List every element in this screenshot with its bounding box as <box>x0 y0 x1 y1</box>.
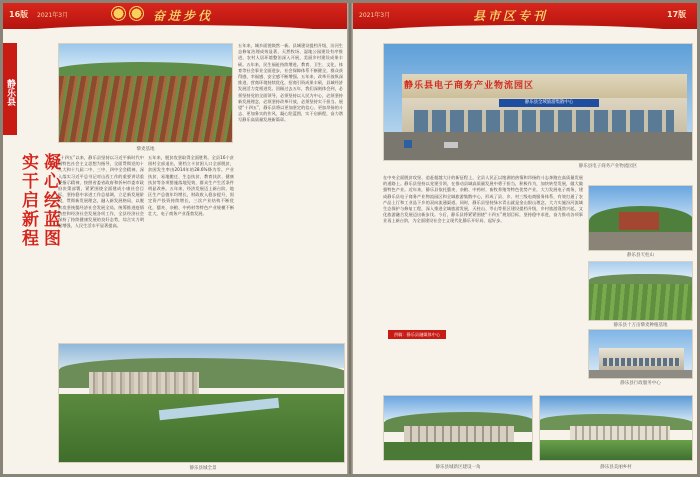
national-emblem-icon <box>129 6 144 21</box>
park-sign: 静乐县电子商务产业物流园区 <box>404 81 535 91</box>
county-panorama-photo <box>58 343 345 463</box>
headline <box>17 153 61 248</box>
beautiful-village-photo <box>539 395 693 461</box>
photo-caption-2: 静乐县十万亩藜麦种植基地 <box>613 323 668 328</box>
article-body: 在中央全面脱贫攻坚、追赶超越大计的新征程上，全县人民正以饱满的热情和昂扬的斗志奔跑在高质量发展的道路上。静乐县坚持以党建引领，在推动县域高质量发展中勇于担当，积极作为，加快转型发展，做大做强特色产业。近年来，静乐县依托藜麦、杂粮、中药材、畜牧养殖等特色优势产业，大力发展电子商务，建成静乐县电子商务产业物流园区和全域旅游集散中心，形成了县、乡、村三级电商服务体系，有效打通了农产品上行和工业品下乡的双向流通渠道。同时，静乐县坚持绿水青山就是金山银山理念，大力实施汾河流域生态保护与修复工程，深入推进全域旅游发展，天柱山、岑山等景区建设提档升级，乡村旅游蓬勃兴起，文化旅游融合发展迈出新步伐。今后，静乐县将紧紧围绕“十四五”规划目标，坚持稳中求进，奋力推动各项事业再上新台阶，为全面建设社会主义现代化静乐开好局、起好步。 <box>383 175 583 224</box>
county-tab: 静乐县 <box>3 43 17 135</box>
photo-caption-3: 静乐县行政服务中心 <box>620 381 661 386</box>
banner-title: 县市区专刊 <box>473 9 549 23</box>
tianzhu-mountain-photo <box>588 185 693 251</box>
photo-caption-5: 静乐县美丽乡村 <box>600 465 632 470</box>
article-column-1: “十四五”以来，静乐县坚持以习近平新时代中国特色社会主义思想为指导，全面贯彻党的十九大和十九届二中、三中、四中全会精神，深入落实习近平总书记对山西工作的重要讲话重要指示精神，按照省委省政府和忻州市委市政府决策部署，紧紧围绕全面建成小康社会目标，坚持稳中求进工作总基调，立足新发展阶段，贯彻新发展理念，融入新发展格局，以脱贫攻坚统揽经济社会发展全局，统筹推进疫情防控和经济社会发展各项工作，全县经济社会保持了持续健康发展的良好态势，综合实力明显增强，人民生活水平显著提高。 <box>58 155 144 229</box>
new-district-photo <box>383 395 533 461</box>
issue-date: 2021年3月 <box>37 12 69 19</box>
right-page <box>353 3 697 474</box>
headline-line-1: 凝心绘蓝图 <box>40 153 60 248</box>
left-page-banner <box>3 3 347 29</box>
left-page <box>3 3 347 474</box>
photo-caption-1: 静乐县天柱山 <box>627 253 654 258</box>
hero-caption: 静乐县电子商务产业物流园区 <box>578 164 638 169</box>
ecommerce-park-photo <box>383 43 693 161</box>
page-number: 17版 <box>667 10 687 19</box>
right-page-banner <box>353 3 697 29</box>
quinoa-base-photo <box>588 261 693 321</box>
page-number: 16版 <box>9 10 29 19</box>
article-column-2: 五年来，脱贫攻坚取得全面胜利。全县16个贫困村全部退出，建档立卡贫困人口全部脱贫，贫困发生率由2014年的28.6%降为零。产业扶贫、易地搬迁、生态扶贫、教育扶贫、健康扶贫等各项措施落地见效，群众生产生活条件明显改善。五年来，经济发展迈上新台阶，地区生产总值年均增长，财政收入稳步提升，固定资产投资持续增长，三次产业结构不断优化，藜麦、杂粮、中药材等特色产业规模不断壮大，电子商务产业蓬勃发展。 <box>148 155 234 216</box>
top-photo-caption: 藜麦基地 <box>136 147 155 152</box>
service-center-photo <box>588 329 693 379</box>
source-plaque: 供稿：静乐县融媒体中心 <box>388 330 446 339</box>
party-emblem-icon <box>111 6 126 21</box>
article-column-3: 五年来，城乡面貌焕然一新。县城建设提档升级，汾河生态修复治理成效显著，天然牧场、湿地公园建设有序推进，农村人居环境整治深入开展，美丽乡村建设成果丰硕。五年来，民生福祉持续增进。教育、卫生、文化、体育等社会事业全面进步，社会保障体系不断健全，群众获得感、幸福感、安全感不断增强。五年来，改革开放纵深推进，营商环境持续优化，招商引资成果丰硕，县域经济发展活力竞相迸发。回顾过去五年，我们深刻体会到，必须坚持党的全面领导，必须坚持以人民为中心，必须坚持新发展理念，必须坚持改革开放，必须坚持实干担当。展望“十四五”，静乐县将以更加坚定的信心、更加昂扬的斗志、更加务实的作风，凝心绘蓝图，实干启新程，奋力谱写静乐高质量发展新篇章。 <box>238 43 343 123</box>
headline-line-2: 实干启新程 <box>18 153 38 248</box>
banner-title: 奋进步伐 <box>153 9 214 23</box>
issue-date: 2021年3月 <box>359 12 391 19</box>
tourism-center-sign: 静乐县全域旅游集散中心 <box>499 99 599 107</box>
photo-caption-4: 静乐县城新区建设一角 <box>435 465 481 470</box>
quinoa-field-photo <box>58 43 233 143</box>
bottom-photo-caption: 静乐县城全景 <box>189 466 217 471</box>
